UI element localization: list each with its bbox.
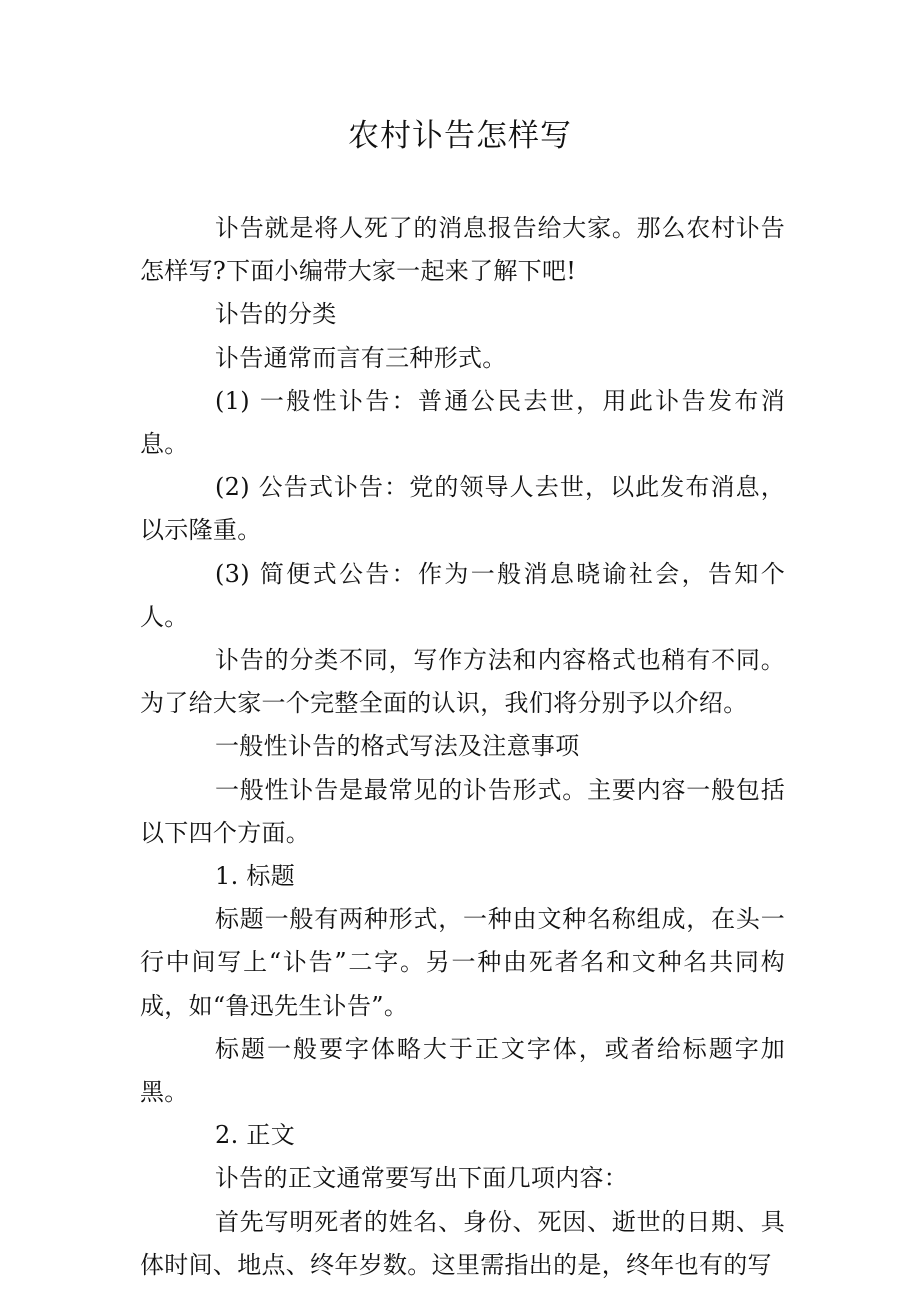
paragraph: 一般性讣告是最常见的讣告形式。主要内容一般包括以下四个方面。: [140, 775, 785, 847]
paragraph: 讣告通常而言有三种形式。: [215, 343, 507, 372]
paragraph-list-item-1: (1) 一般性讣告：普通公民去世，用此讣告发布消息。: [140, 386, 785, 459]
paragraph-heading-format: 一般性讣告的格式写法及注意事项: [215, 732, 580, 761]
paragraph: 讣告的分类不同，写作方法和内容格式也稍有不同。为了给大家一个完整全面的认识，我们将分别予以介绍。: [140, 646, 785, 718]
paragraph: 首先写明死者的姓名、身份、死因、逝世的日期、具体时间、地点、终年岁数。这里需指出的是，终年也有的写: [140, 1207, 785, 1279]
paragraph-intro: 讣告就是将人死了的消息报告给大家。那么农村讣告怎样写?下面小编带大家一起来了解下吧!: [140, 214, 785, 286]
document-title: 农村讣告怎样写: [348, 118, 572, 154]
paragraph: 标题一般要字体略大于正文字体，或者给标题字加黑。: [140, 1034, 785, 1107]
paragraph-list-item-3: (3) 简便式公告：作为一般消息晓谕社会，告知个人。: [140, 559, 785, 631]
paragraph-section-heading-body: 2. 正文: [215, 1121, 296, 1150]
paragraph: 讣告的正文通常要写出下面几项内容：: [215, 1164, 629, 1193]
paragraph: 标题一般有两种形式，一种由文种名称组成，在头一行中间写上“讣告”二字。另一种由死者名和文种名共同构成，如“鲁迅先生讣告”。: [140, 905, 785, 1020]
paragraph-heading-classification: 讣告的分类: [215, 300, 337, 329]
paragraph-section-heading-title: 1. 标题: [215, 862, 296, 891]
document-body: [140, 207, 785, 1287]
paragraph-list-item-2: (2) 公告式讣告：党的领导人去世，以此发布消息，以示隆重。: [140, 473, 785, 545]
